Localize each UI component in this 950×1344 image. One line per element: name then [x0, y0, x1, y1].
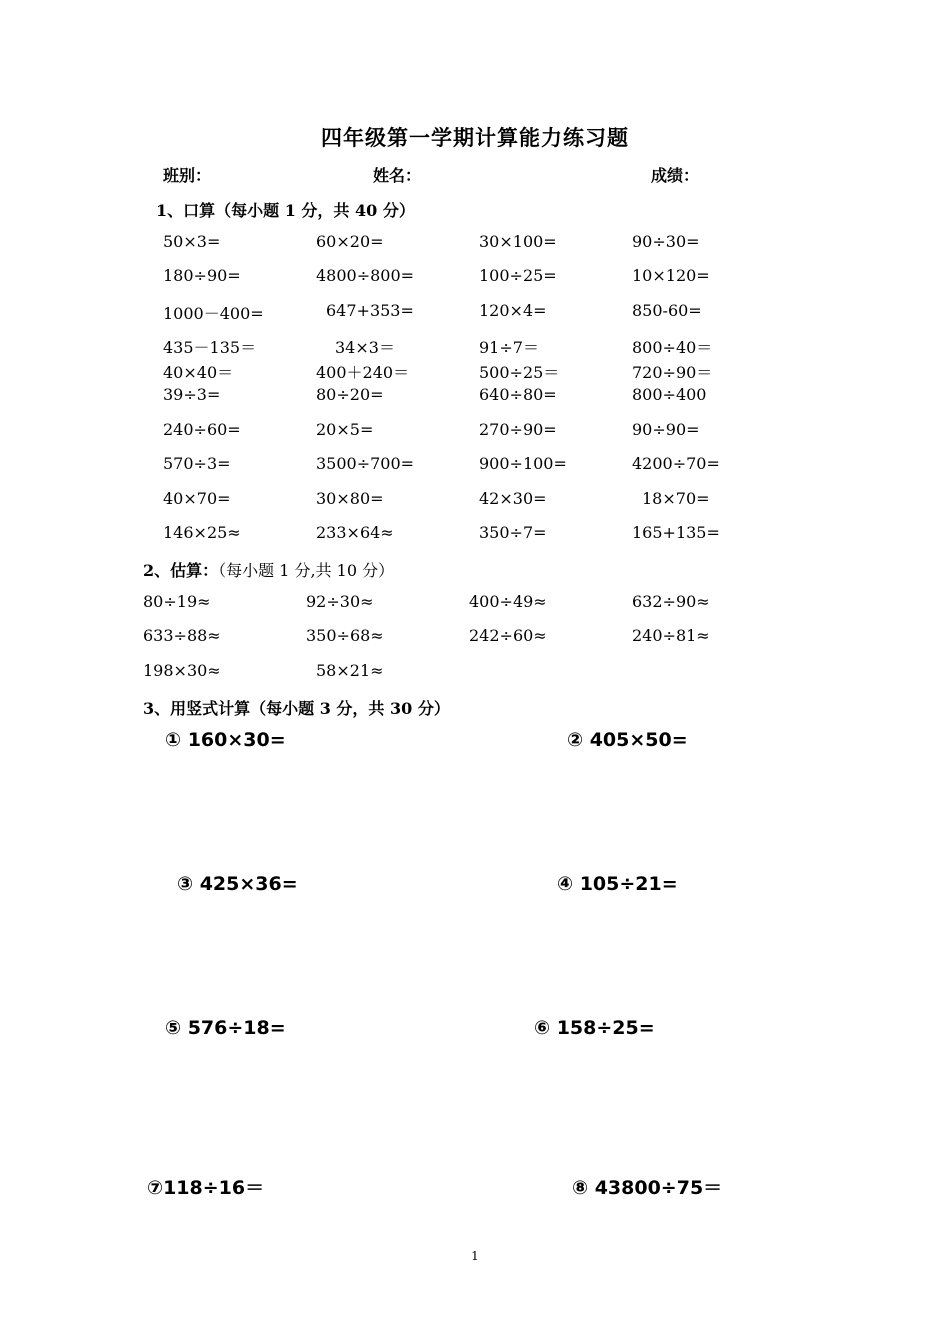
name-label: 姓名：	[373, 166, 422, 185]
vertical-problem-7: ⑦118÷16＝	[147, 1177, 265, 1199]
problem-cell: 18×70=	[642, 489, 710, 508]
problem-cell: 100÷25=	[479, 266, 557, 285]
estimate-cell: 58×21≈	[316, 661, 384, 680]
vertical-problem-6: ⑥ 158÷25=	[534, 1017, 655, 1039]
estimate-cell: 350÷68≈	[306, 626, 384, 645]
problem-cell: 50×3=	[163, 232, 221, 251]
problem-cell: 647+353=	[326, 301, 414, 320]
estimate-cell: 240÷81≈	[632, 626, 710, 645]
problem-cell: 720÷90＝	[632, 363, 713, 382]
class-label: 班别：	[163, 166, 212, 185]
page-number: 1	[471, 1249, 479, 1263]
estimate-cell: 400÷49≈	[469, 592, 547, 611]
problem-cell: 900÷100=	[479, 454, 567, 473]
page-title: 四年级第一学期计算能力练习题	[321, 125, 629, 150]
section2-heading	[143, 558, 394, 581]
problem-cell: 90÷90=	[632, 420, 700, 439]
problem-cell: 39÷3=	[163, 385, 221, 404]
problem-cell: 10×120=	[632, 266, 710, 285]
vertical-problem-3: ③ 425×36=	[177, 873, 298, 895]
estimate-cell: 633÷88≈	[143, 626, 221, 645]
estimate-cell: 198×30≈	[143, 661, 221, 680]
section2-heading-bold: 2、估算：	[143, 561, 219, 580]
section3-heading: 3、用竖式计算（每小题 3 分，共 30 分）	[143, 699, 450, 718]
section2-heading-rest: （每小题 1 分,共 10 分）	[218, 561, 395, 580]
problem-cell: 120×4=	[479, 301, 547, 320]
problem-cell: 40×40＝	[163, 363, 234, 382]
problem-cell: 4800÷800=	[316, 266, 415, 285]
score-label: 成绩：	[651, 166, 700, 185]
vertical-problem-1: ① 160×30=	[165, 729, 286, 751]
problem-cell: 240÷60=	[163, 420, 241, 439]
section1-heading: 1、口算（每小题 1 分，共 40 分）	[156, 201, 415, 220]
estimate-cell: 242÷60≈	[469, 626, 547, 645]
problem-cell: 165+135=	[632, 523, 720, 542]
problem-cell: 400＋240＝	[316, 363, 410, 382]
vertical-problem-4: ④ 105÷21=	[557, 873, 678, 895]
problem-cell: 640÷80=	[479, 385, 557, 404]
vertical-problem-8: ⑧ 43800÷75＝	[572, 1177, 723, 1199]
problem-cell: 500÷25＝	[479, 363, 560, 382]
problem-cell: 270÷90=	[479, 420, 557, 439]
problem-cell: 42×30=	[479, 489, 547, 508]
problem-cell: 800÷400	[632, 385, 707, 404]
problem-cell: 180÷90=	[163, 266, 241, 285]
problem-cell: 30×80=	[316, 489, 384, 508]
problem-cell: 1000－400=	[163, 304, 264, 323]
problem-cell: 350÷7=	[479, 523, 547, 542]
problem-cell: 4200÷70=	[632, 454, 720, 473]
problem-cell: 90÷30=	[632, 232, 700, 251]
problem-cell: 435－135＝	[163, 338, 257, 357]
vertical-problem-5: ⑤ 576÷18=	[165, 1017, 286, 1039]
problem-cell: 233×64≈	[316, 523, 394, 542]
problem-cell: 34×3＝	[335, 338, 395, 357]
problem-cell: 40×70=	[163, 489, 231, 508]
problem-cell: 3500÷700=	[316, 454, 415, 473]
problem-cell: 91÷7＝	[479, 338, 539, 357]
estimate-cell: 92÷30≈	[306, 592, 374, 611]
vertical-problem-2: ② 405×50=	[567, 729, 688, 751]
problem-cell: 20×5=	[316, 420, 374, 439]
estimate-cell: 632÷90≈	[632, 592, 710, 611]
problem-cell: 570÷3=	[163, 454, 231, 473]
problem-cell: 850-60=	[632, 301, 702, 320]
problem-cell: 800÷40＝	[632, 338, 713, 357]
estimate-cell: 80÷19≈	[143, 592, 211, 611]
problem-cell: 60×20=	[316, 232, 384, 251]
problem-cell: 80÷20=	[316, 385, 384, 404]
problem-cell: 146×25≈	[163, 523, 241, 542]
problem-cell: 30×100=	[479, 232, 557, 251]
